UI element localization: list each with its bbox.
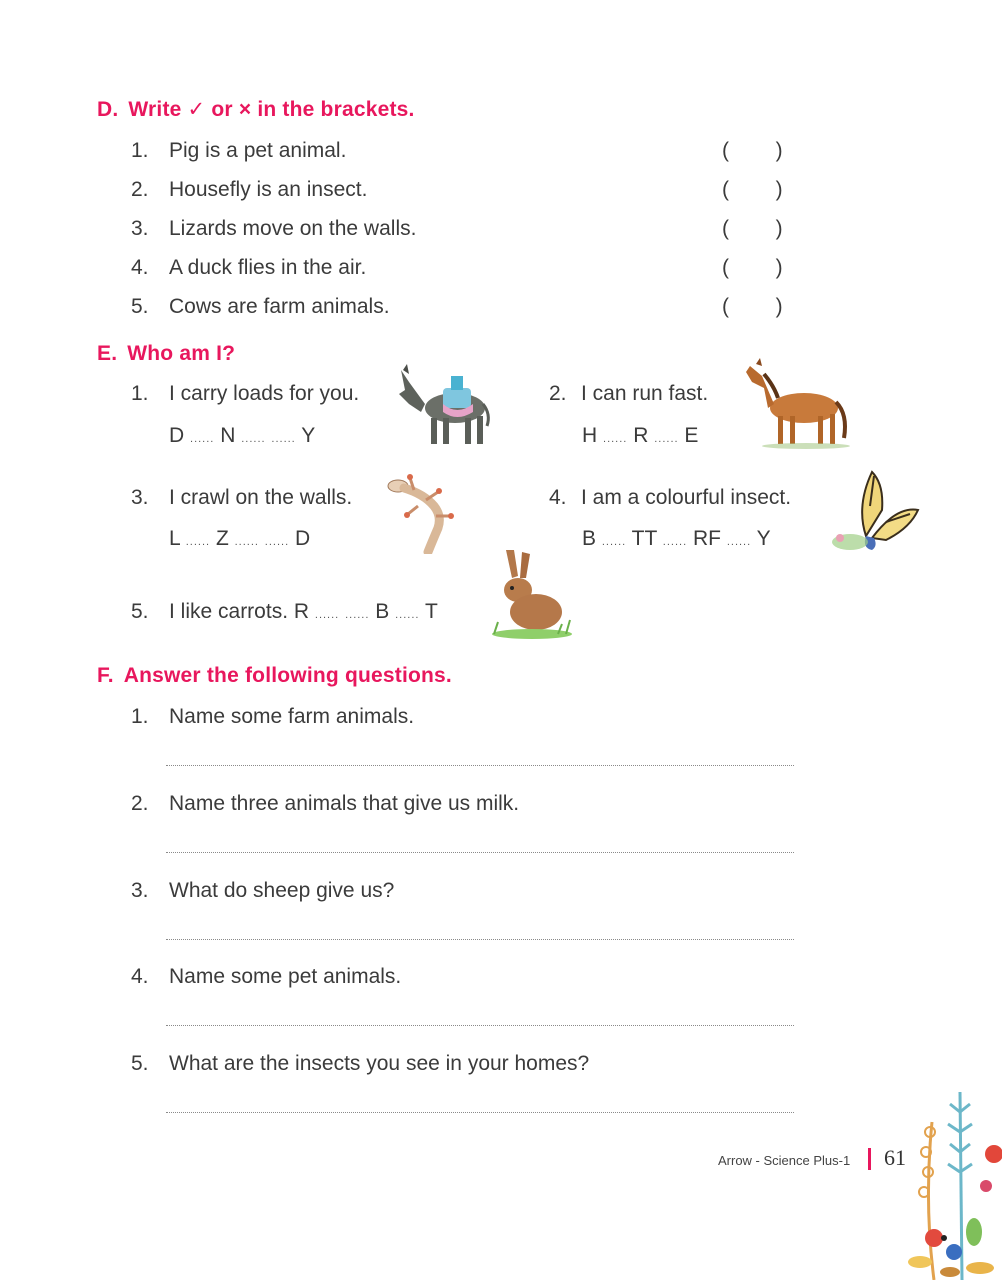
section-e-blank-4[interactable] (582, 527, 771, 551)
letter-hint: R (293, 600, 310, 623)
answer-bracket-1[interactable]: ( ) (722, 139, 783, 162)
letter-hint: E (684, 424, 699, 447)
letter-hint: Y (301, 424, 316, 447)
question-text: What are the insects you see in your homes? (169, 1052, 590, 1075)
section-e-blank-3[interactable] (169, 527, 310, 551)
section-e-clue-5[interactable] (131, 600, 438, 624)
section-f-question-2 (131, 792, 519, 816)
item-number: 5. (131, 600, 149, 623)
blank-dots: ...... (241, 433, 266, 445)
item-number: 5. (131, 1052, 149, 1075)
item-number: 1. (131, 382, 149, 405)
letter-hint: T (424, 600, 438, 623)
letter-hint: B (375, 600, 390, 623)
item-number: 1. (131, 139, 149, 162)
blank-dots: ...... (185, 536, 211, 548)
answer-bracket-2[interactable]: ( ) (722, 178, 783, 201)
butterfly-illustration (826, 466, 926, 556)
blank-dots: ...... (395, 609, 420, 621)
section-d-letter: D. (97, 98, 119, 121)
section-d-item-3 (131, 217, 416, 241)
section-d-item-4 (131, 256, 366, 280)
clue-text: I carry loads for you. (169, 382, 360, 405)
section-e-letter: E. (97, 342, 118, 365)
answer-bracket-3[interactable]: ( ) (722, 217, 783, 240)
letter-hint: D (294, 527, 311, 550)
section-d-item-2 (131, 178, 367, 202)
blank-dots: ...... (271, 433, 296, 445)
item-number: 3. (131, 879, 149, 902)
section-e-clue-1 (131, 382, 359, 406)
horse-illustration (744, 358, 854, 450)
section-e-clue-4 (549, 486, 791, 510)
question-text: What do sheep give us? (169, 879, 395, 902)
letter-hint: H (582, 424, 598, 447)
letter-hint: Z (215, 527, 229, 550)
item-text: Cows are farm animals. (169, 295, 390, 318)
item-number: 2. (131, 178, 149, 201)
footer-divider (868, 1148, 871, 1170)
clue-text: I like carrots. (169, 600, 289, 623)
blank-dots: ...... (345, 609, 370, 621)
answer-line-4[interactable] (166, 1025, 794, 1026)
rabbit-illustration (484, 548, 576, 640)
section-f-letter: F. (97, 664, 114, 687)
section-d-item-5 (131, 295, 390, 319)
answer-line-2[interactable] (166, 852, 794, 853)
section-f-question-4 (131, 965, 401, 989)
blank-dots: ...... (603, 433, 628, 445)
clue-text: I crawl on the walls. (169, 486, 353, 509)
item-number: 1. (131, 705, 149, 728)
letter-hint: R (633, 424, 649, 447)
item-number: 4. (131, 965, 149, 988)
question-text: Name some farm animals. (169, 705, 415, 728)
blank-dots: ...... (314, 609, 340, 621)
section-e-clue-2 (549, 382, 708, 406)
section-e-clue-3 (131, 486, 352, 510)
letter-hint: L (169, 527, 180, 550)
answer-bracket-4[interactable]: ( ) (722, 256, 783, 279)
item-number: 2. (131, 792, 149, 815)
item-text: Housefly is an insect. (169, 178, 368, 201)
item-number: 3. (131, 217, 149, 240)
section-f-heading (97, 664, 452, 688)
item-number: 4. (131, 256, 149, 279)
section-f-question-5 (131, 1052, 589, 1076)
item-number: 2. (549, 382, 567, 405)
item-number: 3. (131, 486, 149, 509)
section-e-blank-2[interactable] (582, 424, 698, 448)
letter-hint: Y (756, 527, 771, 550)
answer-line-1[interactable] (166, 765, 794, 766)
lizard-illustration (384, 472, 468, 554)
blank-dots: ...... (190, 433, 215, 445)
page-number: 61 (884, 1145, 906, 1170)
question-text: Name some pet animals. (169, 965, 402, 988)
blank-dots: ...... (662, 536, 688, 548)
letter-hint: B (582, 527, 597, 550)
blank-dots: ...... (654, 433, 679, 445)
blank-dots: ...... (726, 536, 752, 548)
answer-line-5[interactable] (166, 1112, 794, 1113)
section-d-item-1 (131, 139, 346, 163)
item-number: 5. (131, 295, 149, 318)
blank-dots: ...... (264, 536, 290, 548)
letter-hint: N (220, 424, 236, 447)
answer-bracket-5[interactable]: ( ) (722, 295, 783, 318)
section-f-question-3 (131, 879, 394, 903)
blank-dots: ...... (601, 536, 627, 548)
letter-hint: TT (631, 527, 657, 550)
letter-hint: D (169, 424, 185, 447)
section-f-question-1 (131, 705, 414, 729)
question-text: Name three animals that give us milk. (169, 792, 520, 815)
section-d-heading (97, 97, 415, 122)
item-text: Lizards move on the walls. (169, 217, 417, 240)
item-number: 4. (549, 486, 567, 509)
section-d-title: Write ✓ or × in the brackets. (128, 98, 415, 121)
item-text: A duck flies in the air. (169, 256, 367, 279)
section-f-title: Answer the following questions. (123, 664, 452, 687)
section-e-blank-1[interactable] (169, 424, 315, 448)
section-e-title: Who am I? (127, 342, 236, 365)
floral-decoration-icon (904, 1082, 1002, 1280)
book-title: Arrow - Science Plus-1 (718, 1153, 851, 1168)
clue-text: I can run fast. (581, 382, 709, 405)
item-text: Pig is a pet animal. (169, 139, 347, 162)
answer-line-3[interactable] (166, 939, 794, 940)
letter-hint: RF (692, 527, 721, 550)
clue-text: I am a colourful insect. (581, 486, 792, 509)
section-e-heading (97, 342, 235, 366)
donkey-illustration (395, 364, 495, 448)
blank-dots: ...... (234, 536, 259, 548)
